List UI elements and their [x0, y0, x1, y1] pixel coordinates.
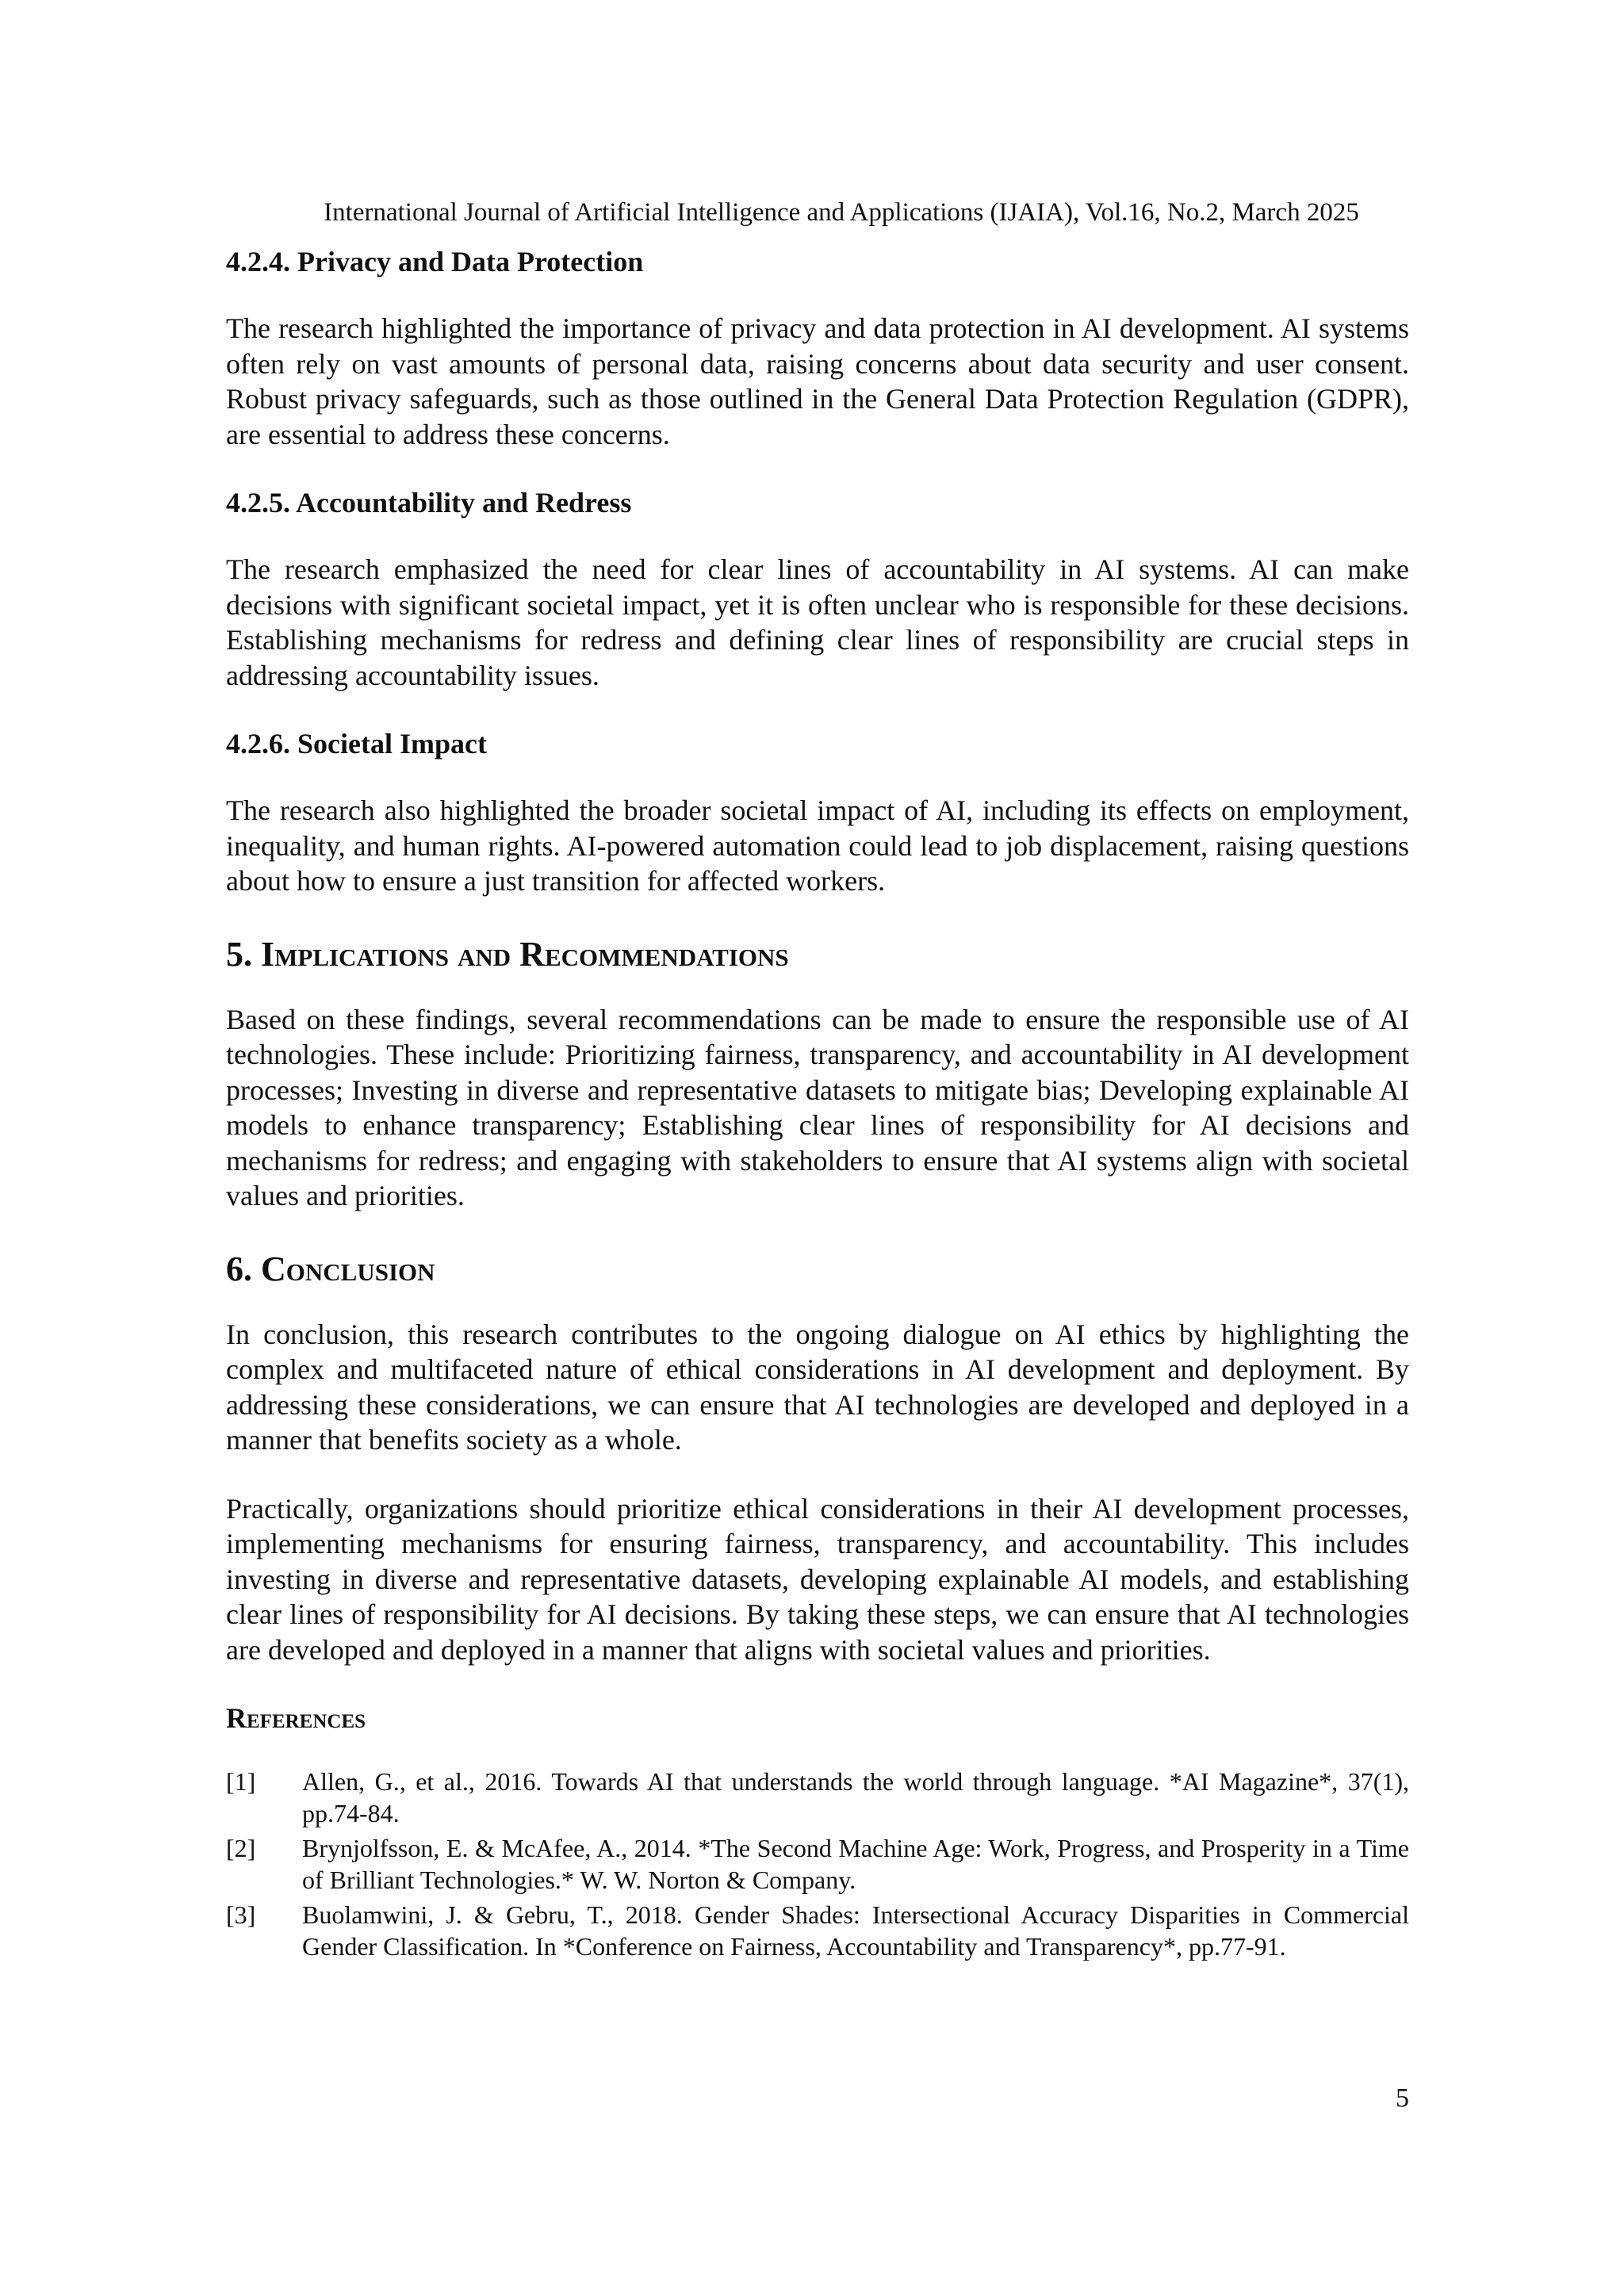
- references-heading: References: [226, 1702, 366, 1734]
- reference-item: [226, 1766, 1409, 1829]
- paragraph-conclusion-2: Practically, organizations should prioritize ethical considerations in their AI development processes, implementing mechanisms for ensuring fairness, transparency, and accountability. This includes investing in diverse and representative datasets, developing explainable AI models, and establishing clear lines of responsibility for AI decisions. By taking these steps, we can ensure that AI technologies are developed and deployed in a manner that aligns with societal values and priorities.: [226, 1492, 1409, 1666]
- running-header: International Journal of Artificial Intelligence and Applications (IJAIA), Vol.16, No.2, March 2025: [324, 198, 1359, 227]
- subsection-heading-societal-impact: 4.2.6. Societal Impact: [226, 728, 487, 760]
- reference-item: [226, 1832, 1409, 1896]
- section-heading-implications: 5. Implications and Recommendations: [226, 934, 789, 974]
- reference-number: [3]: [226, 1900, 256, 1929]
- page-number: 5: [1396, 2084, 1409, 2113]
- page-content: [226, 197, 1409, 1965]
- reference-number: [2]: [226, 1834, 256, 1862]
- reference-text: Allen, G., et al., 2016. Towards AI that understands the world through language. *AI Magazine*, 37(1), pp.74-84.: [302, 1767, 1409, 1827]
- subsection-heading-accountability: 4.2.5. Accountability and Redress: [226, 487, 632, 519]
- paragraph-implications: Based on these findings, several recommendations can be made to ensure the responsible use of AI technologies. These include: Prioritizing fairness, transparency, and accountability in AI development processes; Investing in diverse and representative datasets to mitigate bias; Developing explainable AI models to enhance transparency; Establishing clear lines of responsibility for AI decisions and mechanisms for redress; and engaging with stakeholders to ensure that AI systems align with societal values and priorities.: [226, 1003, 1409, 1211]
- paragraph-accountability: The research emphasized the need for clear lines of accountability in AI systems. AI can make decisions with significant societal impact, yet it is often unclear who is responsible for these decisions. Establishing mechanisms for redress and defining clear lines of responsibility are crucial steps in addressing accountability issues.: [226, 553, 1409, 691]
- subsection-heading-privacy: 4.2.4. Privacy and Data Protection: [226, 246, 644, 277]
- paragraph-conclusion-1: In conclusion, this research contributes to the ongoing dialogue on AI ethics by highlighting the complex and multifaceted nature of ethical considerations in AI development and deployment. By addressing these considerations, we can ensure that AI technologies are developed and deployed in a manner that benefits society as a whole.: [226, 1318, 1409, 1456]
- reference-list: [226, 1766, 1409, 1962]
- reference-text: Brynjolfsson, E. & McAfee, A., 2014. *The Second Machine Age: Work, Progress, and Prosperity in a Time of Brilliant Technologies.* W. W. Norton & Company.: [302, 1834, 1409, 1894]
- reference-text: Buolamwini, J. & Gebru, T., 2018. Gender Shades: Intersectional Accuracy Disparities in Commercial Gender Classification. In *Conference on Fairness, Accountability and Transparency*, pp.77-91.: [302, 1900, 1409, 1961]
- section-heading-conclusion: 6. Conclusion: [226, 1249, 435, 1288]
- paragraph-privacy: The research highlighted the importance of privacy and data protection in AI development. AI systems often rely on vast amounts of personal data, raising concerns about data security and user consent. Robust privacy safeguards, such as those outlined in the General Data Protection Regulation (GDPR), are essential to address these concerns.: [226, 312, 1409, 450]
- paragraph-societal-impact: The research also highlighted the broader societal impact of AI, including its effects on employment, inequality, and human rights. AI-powered automation could lead to job displacement, raising questions about how to ensure a just transition for affected workers.: [226, 794, 1409, 897]
- reference-number: [1]: [226, 1767, 256, 1796]
- reference-item: [226, 1899, 1409, 1962]
